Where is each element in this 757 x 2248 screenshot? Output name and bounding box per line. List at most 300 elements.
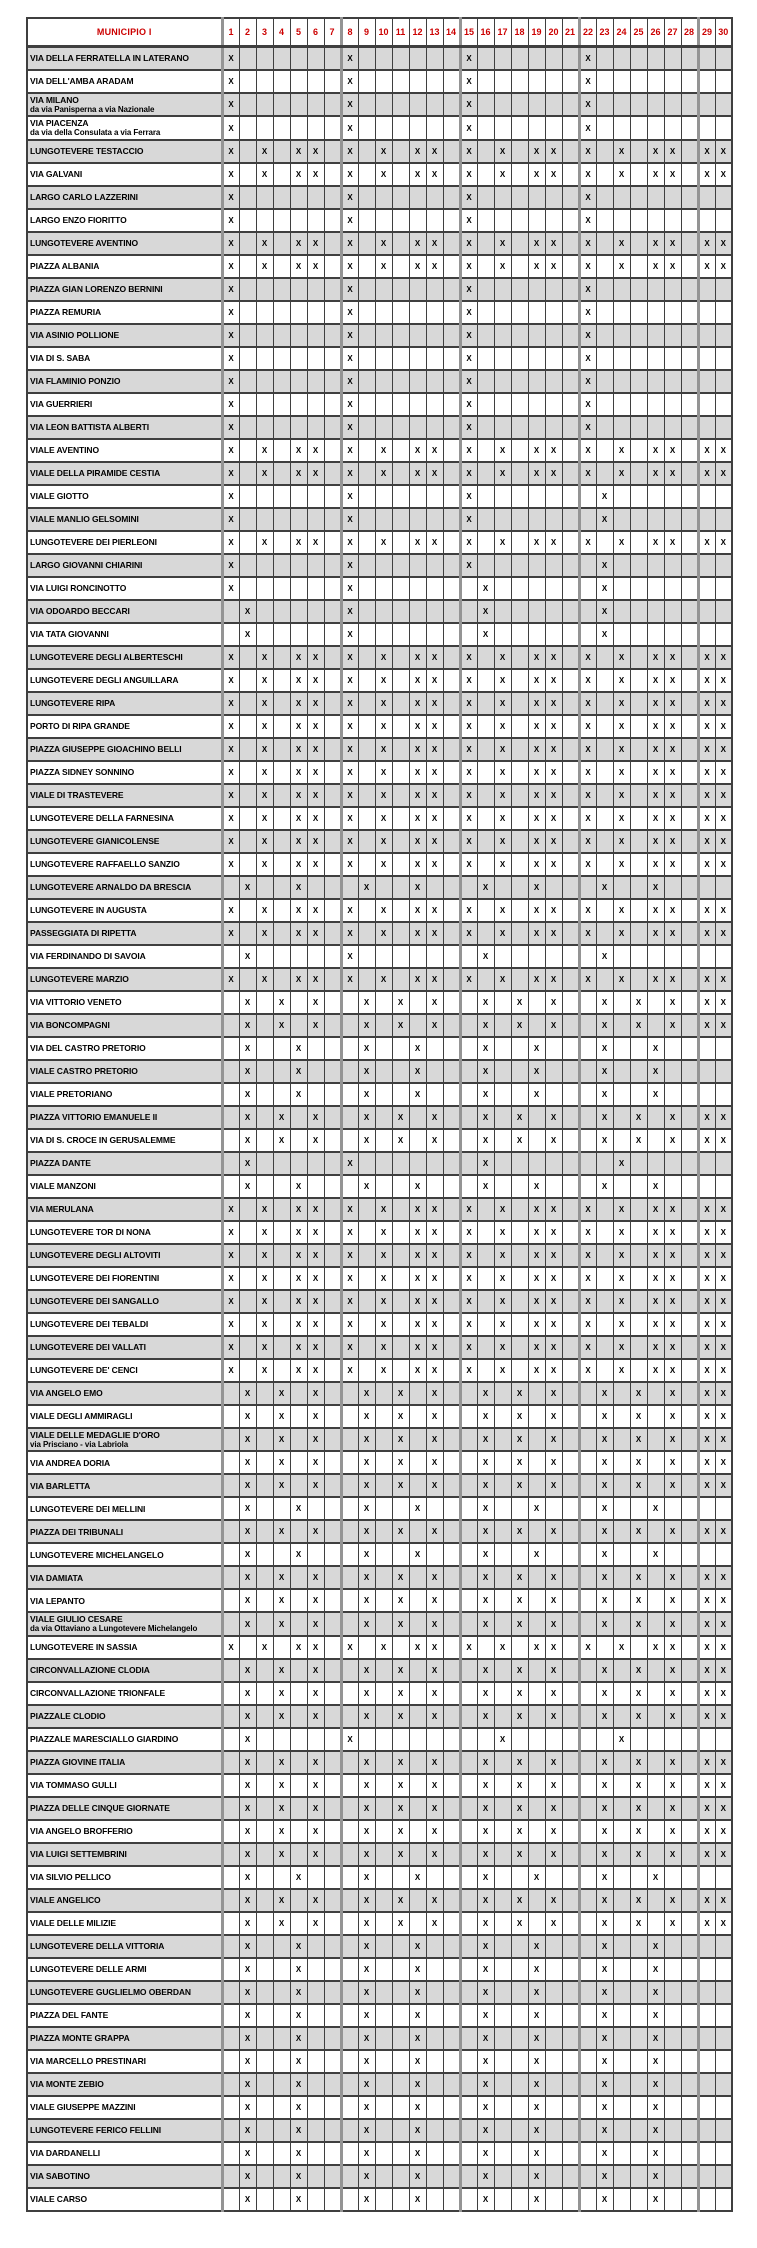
day-cell-marked: X (511, 1405, 528, 1428)
day-cell-marked: X (545, 1820, 562, 1843)
day-cell-marked: X (715, 1589, 732, 1612)
day-cell (443, 93, 460, 116)
day-cell (426, 1981, 443, 2004)
day-cell (307, 209, 324, 232)
day-cell (392, 2027, 409, 2050)
day-cell (477, 116, 494, 139)
day-cell (392, 485, 409, 508)
day-cell (290, 1014, 307, 1037)
day-cell-marked: X (290, 1267, 307, 1290)
day-cell (273, 669, 290, 692)
day-cell (375, 1958, 392, 1981)
day-cell (443, 1820, 460, 1843)
day-cell (613, 278, 630, 301)
table-row (27, 1313, 732, 1336)
day-cell-marked: X (460, 393, 477, 416)
street-name-cell: LUNGOTEVERE DEI FIORENTINI (27, 1267, 222, 1290)
day-cell-marked: X (392, 1659, 409, 1682)
day-cell (392, 186, 409, 209)
street-name-cell: PIAZZA VITTORIO EMANUELE II (27, 1106, 222, 1129)
day-cell-marked: X (341, 922, 358, 945)
day-cell (290, 93, 307, 116)
day-cell (477, 416, 494, 439)
day-cell (511, 646, 528, 669)
day-cell (443, 807, 460, 830)
day-cell (443, 1336, 460, 1359)
day-cell (562, 1405, 579, 1428)
day-cell (715, 2096, 732, 2119)
day-cell-marked: X (664, 232, 681, 255)
day-cell-marked: X (596, 1106, 613, 1129)
day-cell (256, 209, 273, 232)
day-cell (630, 2096, 647, 2119)
day-cell (358, 393, 375, 416)
day-cell-marked: X (664, 439, 681, 462)
day-cell (273, 393, 290, 416)
day-cell (528, 1589, 545, 1612)
day-cell (341, 1037, 358, 1060)
day-cell (256, 485, 273, 508)
day-cell (630, 577, 647, 600)
day-cell (443, 1198, 460, 1221)
day-cell (290, 1659, 307, 1682)
street-name-cell: VIA GALVANI (27, 163, 222, 186)
day-cell (511, 1359, 528, 1382)
day-cell (613, 1175, 630, 1198)
day-cell-marked: X (647, 692, 664, 715)
day-cell (698, 876, 715, 899)
day-cell (341, 1520, 358, 1543)
day-cell-marked: X (494, 646, 511, 669)
day-cell (613, 1382, 630, 1405)
day-cell (562, 2096, 579, 2119)
day-cell (341, 1405, 358, 1428)
day-cell (273, 1336, 290, 1359)
day-cell-marked: X (222, 93, 239, 116)
day-cell-marked: X (579, 922, 596, 945)
day-cell (545, 2027, 562, 2050)
day-cell (528, 47, 545, 71)
table-row (27, 1728, 732, 1751)
day-cell (477, 347, 494, 370)
day-cell (613, 1589, 630, 1612)
day-cell-marked: X (664, 1313, 681, 1336)
table-row (27, 1129, 732, 1152)
day-cell (222, 2165, 239, 2188)
day-cell (715, 2142, 732, 2165)
day-cell (222, 1497, 239, 1520)
day-cell-marked: X (426, 531, 443, 554)
day-cell (358, 116, 375, 139)
day-cell (511, 1244, 528, 1267)
day-cell-marked: X (596, 1129, 613, 1152)
day-cell (392, 2004, 409, 2027)
day-cell (698, 554, 715, 577)
day-cell (528, 945, 545, 968)
day-cell (511, 70, 528, 93)
day-cell-marked: X (494, 692, 511, 715)
day-cell (647, 1751, 664, 1774)
day-cell-marked: X (341, 600, 358, 623)
day-cell (426, 1497, 443, 1520)
day-cell-marked: X (358, 1497, 375, 1520)
day-cell-marked: X (613, 439, 630, 462)
day-cell (681, 945, 698, 968)
day-cell (494, 1682, 511, 1705)
day-cell (681, 2142, 698, 2165)
street-name-cell: VIA MERULANA (27, 1198, 222, 1221)
street-name-cell: VIALE GIOTTO (27, 485, 222, 508)
day-cell (630, 761, 647, 784)
day-cell-marked: X (494, 830, 511, 853)
day-cell-marked: X (698, 1751, 715, 1774)
day-cell-marked: X (477, 1543, 494, 1566)
day-cell-marked: X (290, 1543, 307, 1566)
day-cell-marked: X (494, 1198, 511, 1221)
day-cell (392, 70, 409, 93)
day-cell (715, 2119, 732, 2142)
table-row (27, 1198, 732, 1221)
day-cell (307, 393, 324, 416)
day-cell (460, 1751, 477, 1774)
day-cell (562, 186, 579, 209)
day-cell-marked: X (545, 1589, 562, 1612)
day-cell-marked: X (596, 945, 613, 968)
day-cell (409, 1474, 426, 1497)
day-cell (528, 1728, 545, 1751)
day-cell-marked: X (528, 1359, 545, 1382)
day-cell-marked: X (528, 1267, 545, 1290)
day-cell (528, 301, 545, 324)
day-cell-marked: X (426, 1774, 443, 1797)
day-cell (375, 324, 392, 347)
day-cell (562, 1659, 579, 1682)
day-cell-marked: X (341, 70, 358, 93)
day-cell (545, 2165, 562, 2188)
day-cell-marked: X (239, 991, 256, 1014)
day-cell-marked: X (409, 646, 426, 669)
table-row (27, 761, 732, 784)
day-cell-marked: X (579, 738, 596, 761)
day-cell (273, 2050, 290, 2073)
table-row (27, 922, 732, 945)
day-cell-marked: X (290, 462, 307, 485)
day-cell-marked: X (273, 1797, 290, 1820)
day-cell-marked: X (307, 1313, 324, 1336)
day-cell (562, 899, 579, 922)
day-cell (681, 1797, 698, 1820)
day-cell-marked: X (664, 853, 681, 876)
day-cell-marked: X (664, 991, 681, 1014)
table-row (27, 393, 732, 416)
day-cell (358, 1244, 375, 1267)
day-cell (443, 899, 460, 922)
day-cell-marked: X (647, 1037, 664, 1060)
day-cell (375, 1497, 392, 1520)
day-cell (256, 1543, 273, 1566)
day-cell-marked: X (698, 255, 715, 278)
day-cell-marked: X (647, 761, 664, 784)
day-cell (443, 922, 460, 945)
day-cell-marked: X (596, 2050, 613, 2073)
day-cell-marked: X (460, 853, 477, 876)
day-cell (222, 1382, 239, 1405)
day-cell-marked: X (715, 462, 732, 485)
table-row (27, 1820, 732, 1843)
day-cell (596, 462, 613, 485)
day-cell-marked: X (426, 1198, 443, 1221)
day-cell (443, 1175, 460, 1198)
day-cell (494, 991, 511, 1014)
day-cell-marked: X (647, 1244, 664, 1267)
day-cell (460, 1060, 477, 1083)
day-cell (681, 1981, 698, 2004)
day-cell (511, 899, 528, 922)
day-cell-marked: X (409, 2165, 426, 2188)
day-cell (698, 393, 715, 416)
day-cell-marked: X (426, 1451, 443, 1474)
day-cell-marked: X (477, 1037, 494, 1060)
street-name-cell: LUNGOTEVERE RIPA (27, 692, 222, 715)
day-cell (494, 278, 511, 301)
day-cell-marked: X (256, 163, 273, 186)
day-cell-marked: X (256, 738, 273, 761)
day-cell-marked: X (239, 945, 256, 968)
day-cell (562, 508, 579, 531)
day-cell-marked: X (613, 1267, 630, 1290)
day-cell-marked: X (647, 1221, 664, 1244)
day-cell-marked: X (222, 1359, 239, 1382)
day-cell (392, 1497, 409, 1520)
day-cell-marked: X (307, 232, 324, 255)
day-cell (630, 554, 647, 577)
day-cell-marked: X (426, 1014, 443, 1037)
day-cell (494, 70, 511, 93)
street-name-cell: PIAZZA REMURIA (27, 301, 222, 324)
day-cell (273, 554, 290, 577)
day-cell (239, 70, 256, 93)
street-name-cell: LUNGOTEVERE AVENTINO (27, 232, 222, 255)
day-cell-marked: X (596, 600, 613, 623)
day-cell (409, 1106, 426, 1129)
day-cell (273, 1981, 290, 2004)
day-cell (494, 2027, 511, 2050)
day-cell (664, 370, 681, 393)
day-cell (239, 922, 256, 945)
day-cell (222, 1797, 239, 1820)
day-cell-marked: X (647, 1636, 664, 1659)
day-cell (630, 485, 647, 508)
day-cell (443, 186, 460, 209)
day-cell (273, 830, 290, 853)
day-cell-marked: X (664, 646, 681, 669)
day-cell (613, 93, 630, 116)
day-cell (681, 1843, 698, 1866)
day-cell (562, 485, 579, 508)
day-cell (630, 278, 647, 301)
day-cell-marked: X (256, 531, 273, 554)
day-cell-marked: X (358, 991, 375, 1014)
day-cell (681, 416, 698, 439)
day-cell-marked: X (477, 991, 494, 1014)
day-cell-marked: X (426, 1820, 443, 1843)
day-cell (511, 1175, 528, 1198)
day-cell (545, 93, 562, 116)
day-cell (324, 991, 341, 1014)
day-cell-marked: X (528, 2004, 545, 2027)
day-cell (647, 393, 664, 416)
day-cell (562, 830, 579, 853)
day-cell-marked: X (511, 1705, 528, 1728)
day-cell-marked: X (256, 968, 273, 991)
day-cell (681, 1497, 698, 1520)
day-cell (511, 2050, 528, 2073)
day-cell (392, 738, 409, 761)
day-cell-marked: X (375, 784, 392, 807)
day-cell (426, 1866, 443, 1889)
day-column-header: 12 (409, 18, 426, 47)
day-cell (545, 1958, 562, 1981)
day-cell-marked: X (460, 807, 477, 830)
day-cell-marked: X (460, 93, 477, 116)
day-cell-marked: X (715, 1244, 732, 1267)
day-cell-marked: X (256, 853, 273, 876)
day-cell-marked: X (409, 1198, 426, 1221)
day-cell (307, 1728, 324, 1751)
day-cell (324, 47, 341, 71)
day-cell (630, 93, 647, 116)
day-cell (324, 600, 341, 623)
day-cell-marked: X (358, 1958, 375, 1981)
day-cell-marked: X (358, 1566, 375, 1589)
day-cell (647, 324, 664, 347)
street-name-cell: VIALE MANZONI (27, 1175, 222, 1198)
day-cell (273, 1267, 290, 1290)
day-cell (715, 508, 732, 531)
day-cell (613, 370, 630, 393)
day-cell-marked: X (715, 1106, 732, 1129)
day-cell (596, 1198, 613, 1221)
day-cell (681, 439, 698, 462)
day-cell (375, 70, 392, 93)
day-cell (273, 1543, 290, 1566)
day-cell (494, 623, 511, 646)
day-cell-marked: X (392, 1774, 409, 1797)
day-cell (324, 209, 341, 232)
day-cell-marked: X (664, 784, 681, 807)
day-cell-marked: X (409, 1981, 426, 2004)
day-cell (239, 508, 256, 531)
day-cell (681, 2073, 698, 2096)
day-cell-marked: X (545, 1198, 562, 1221)
day-cell (477, 738, 494, 761)
day-cell (562, 1359, 579, 1382)
day-cell (681, 163, 698, 186)
day-cell (409, 945, 426, 968)
day-cell-marked: X (426, 1336, 443, 1359)
day-cell-marked: X (256, 1336, 273, 1359)
day-cell-marked: X (460, 1290, 477, 1313)
day-cell (681, 554, 698, 577)
day-cell-marked: X (545, 1313, 562, 1336)
day-cell-marked: X (528, 1221, 545, 1244)
day-cell (664, 1497, 681, 1520)
day-cell-marked: X (477, 2096, 494, 2119)
day-cell-marked: X (715, 922, 732, 945)
day-cell (681, 1106, 698, 1129)
street-name-cell: LUNGOTEVERE GUGLIELMO OBERDAN (27, 1981, 222, 2004)
day-cell-marked: X (341, 393, 358, 416)
day-cell-marked: X (358, 1659, 375, 1682)
day-cell (613, 554, 630, 577)
day-cell (273, 1198, 290, 1221)
day-cell (375, 1129, 392, 1152)
day-cell (375, 1659, 392, 1682)
day-cell-marked: X (630, 991, 647, 1014)
day-cell-marked: X (222, 1336, 239, 1359)
day-cell (477, 830, 494, 853)
day-cell (324, 738, 341, 761)
day-cell (647, 116, 664, 139)
day-cell (358, 70, 375, 93)
day-cell-marked: X (239, 1175, 256, 1198)
day-cell-marked: X (358, 1382, 375, 1405)
day-cell-marked: X (341, 370, 358, 393)
day-cell (375, 1682, 392, 1705)
street-name-cell: VIA ASINIO POLLIONE (27, 324, 222, 347)
day-cell (239, 784, 256, 807)
day-cell (647, 278, 664, 301)
day-cell-marked: X (222, 439, 239, 462)
day-cell-marked: X (613, 232, 630, 255)
day-cell-marked: X (307, 1267, 324, 1290)
day-cell (443, 116, 460, 139)
day-cell-marked: X (222, 554, 239, 577)
day-cell (630, 692, 647, 715)
day-cell (324, 1820, 341, 1843)
day-cell (596, 370, 613, 393)
day-cell (715, 945, 732, 968)
day-cell (358, 692, 375, 715)
day-cell-marked: X (341, 116, 358, 139)
day-cell-marked: X (358, 1682, 375, 1705)
day-cell (273, 761, 290, 784)
day-cell (392, 784, 409, 807)
day-cell (477, 761, 494, 784)
day-cell (222, 1659, 239, 1682)
day-cell (375, 1566, 392, 1589)
day-cell (256, 1566, 273, 1589)
day-cell (273, 2096, 290, 2119)
day-cell-marked: X (596, 1797, 613, 1820)
day-cell (358, 554, 375, 577)
day-cell (528, 1912, 545, 1935)
day-cell (358, 347, 375, 370)
day-cell (460, 1682, 477, 1705)
day-cell (613, 1866, 630, 1889)
day-cell (307, 370, 324, 393)
day-cell (358, 439, 375, 462)
day-cell (630, 784, 647, 807)
day-cell-marked: X (596, 2119, 613, 2142)
day-cell (511, 2188, 528, 2211)
day-cell (511, 2073, 528, 2096)
day-cell (613, 600, 630, 623)
street-name-cell: LUNGOTEVERE DEI SANGALLO (27, 1290, 222, 1313)
day-cell (443, 1636, 460, 1659)
day-cell-marked: X (528, 1336, 545, 1359)
day-cell (324, 485, 341, 508)
